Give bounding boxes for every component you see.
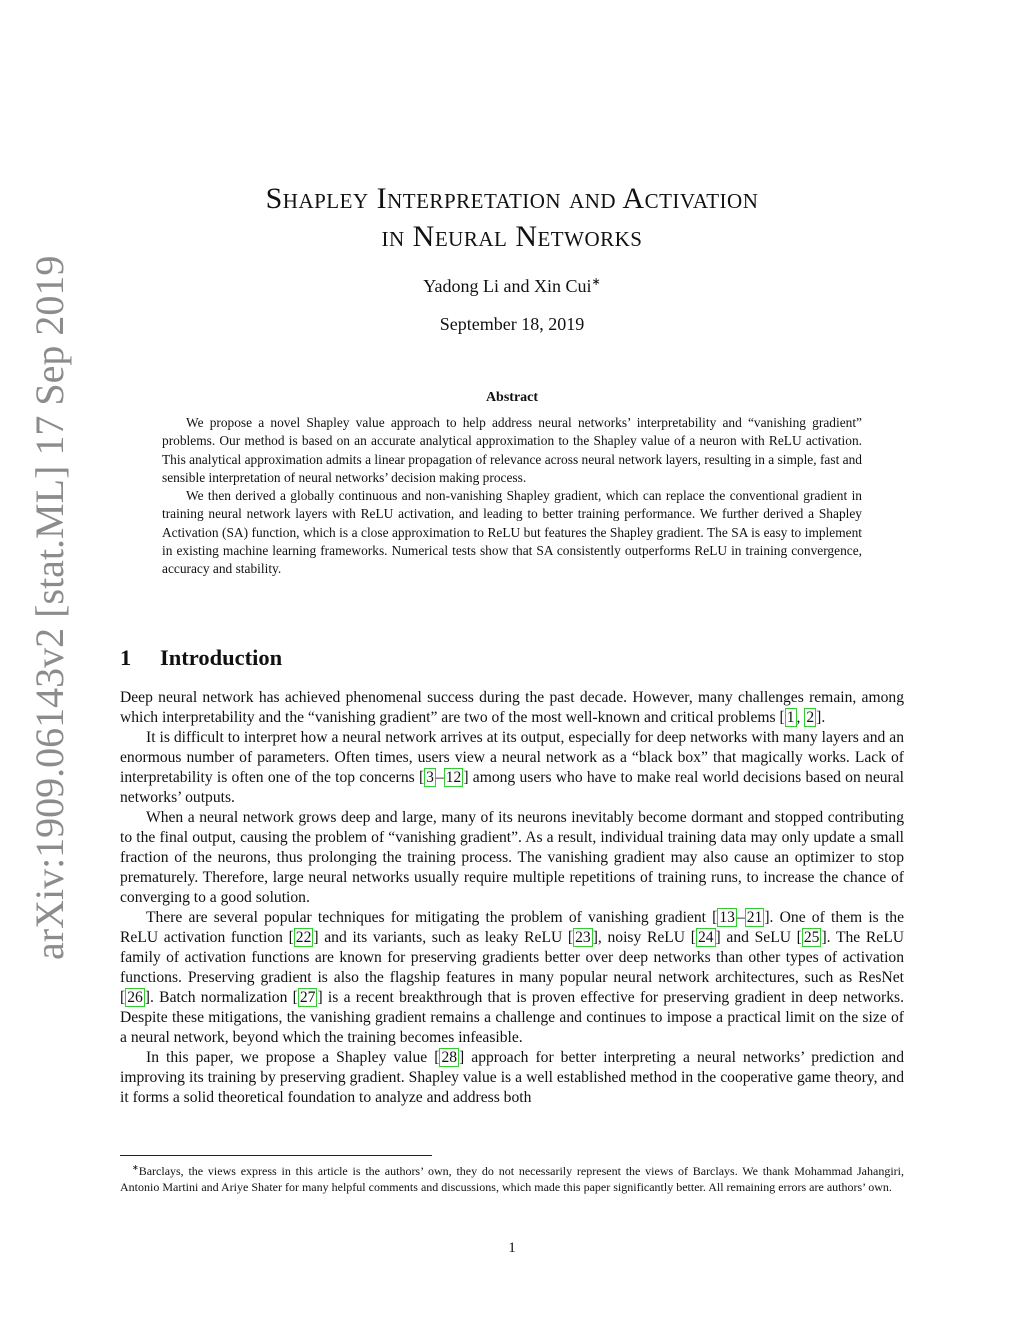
- text-span: and SeLU: [720, 929, 797, 946]
- text-span: approach for better interpreting a neural networks’ prediction and improving its training by preserving gradient. Shapley value is a well established method in the cooperative game theory, and it forms a solid theoretical foundation to analyze and address both: [120, 1049, 904, 1106]
- author-names: Yadong Li and Xin Cui: [423, 276, 592, 296]
- text-span: among users who have to make real world decisions based on neural networks’ outputs.: [120, 769, 904, 806]
- abstract-heading: Abstract: [485, 390, 539, 405]
- paper-title: [120, 180, 904, 256]
- body-text: [120, 688, 904, 1108]
- text-span: , noisy ReLU: [597, 929, 691, 946]
- section-heading: [120, 645, 282, 671]
- citation-link[interactable]: 24: [697, 929, 714, 946]
- citation-link[interactable]: 1: [786, 709, 795, 726]
- footnote: [120, 1160, 904, 1195]
- footnote-text: [120, 1160, 904, 1195]
- intro-paragraph-3: When a neural network grows deep and large, many of its neurons inevitably become dormant and stopped contributing to the final output, causing the problem of “vanishing gradient”. As a result, individual training data may only update a small fraction of the neurons, thus prolonging the training process. The vanishing gradient may also cause an optimizer to stop prematurely. Therefore, large neural networks usually require multiple repetitions of training runs, to increase the chance of converging to a good solution.: [120, 809, 904, 906]
- citation-link[interactable]: 13: [719, 909, 735, 926]
- text-span: Deep neural network has achieved phenomenal success during the past decade. However, many challenges remain, among which interpretability and the “vanishing gradient” are two of the most well-known and critical problems: [120, 689, 904, 726]
- text-span: . Batch normalization: [150, 989, 293, 1006]
- abstract: [162, 414, 862, 579]
- abstract-paragraph-2: We then derived a globally continuous and non-vanishing Shapley gradient, which can replace the conventional gradient in training neural network layers with ReLU activation, and leading to better training performance. We further derived a Shapley Activation (SA) function, which is a close approximation to ReLU but features the Shapley gradient. The SA is easy to implement in existing machine learning frameworks. Numerical tests show that SA consistently outperforms ReLU in training convergence, accuracy and stability.: [162, 488, 862, 577]
- citation-link[interactable]: 3: [426, 769, 434, 786]
- footnote-rule: [120, 1155, 432, 1156]
- citation-link[interactable]: 22: [295, 929, 312, 946]
- citation-link[interactable]: 26: [127, 989, 143, 1006]
- footnote-mark: ∗: [132, 1163, 139, 1172]
- citation-link[interactable]: 12: [445, 769, 462, 786]
- author-footnote-mark[interactable]: ∗: [591, 276, 601, 288]
- page-number: 1: [508, 1240, 516, 1256]
- intro-paragraph-4: There are several popular techniques for mitigating the problem of vanishing gradient [ 13 – 21 ]. One of them is the ReLU activation function [ 22 ] and its variants, such as leaky ReLU [ 23 ], noisy ReLU [ 24 ] and SeLU [ 25 ]. The ReLU family of activation functions are known for preserving gradients better over deep networks than other types of activation functions. Preserving gradient is also the flagship features in many popular neural network architectures, such as ResNet [ 26 ]. Batch normalization [ 27 ] is a recent breakthrough that is proven effective for preserving gradient in deep networks. Despite these mitigations, the vanishing gradient remains a challenge and continues to impose a practical limit on the size of a neural network, beyond which the training becomes infeasible.: [120, 909, 904, 1046]
- title-line-2: in Neural Networks: [381, 220, 643, 253]
- text-span: .: [821, 709, 826, 726]
- text-span: and its variants, such as leaky ReLU: [318, 929, 568, 946]
- citation-link[interactable]: 23: [575, 929, 591, 946]
- citation-link[interactable]: 25: [803, 929, 820, 946]
- citation-link[interactable]: 28: [441, 1049, 458, 1066]
- intro-paragraph-5: In this paper, we propose a Shapley value [ 28 ] approach for better interpreting a neural networks’ prediction and improving its training by preserving gradient. Shapley value is a well established method in the cooperative game theory, and it forms a solid theoretical foundation to analyze and address both: [120, 1049, 904, 1106]
- intro-paragraph-1: Deep neural network has achieved phenomenal success during the past decade. However, many challenges remain, among which interpretability and the “vanishing gradient” are two of the most well-known and critical problems [ 1 , 2 ].: [120, 689, 904, 726]
- title-line-1: Shapley Interpretation and Activation: [265, 182, 759, 215]
- intro-paragraph-2: It is difficult to interpret how a neural network arrives at its output, especially for deep networks with many layers and an enormous number of parameters. Often times, users view a neural network as a “black box” that magically works. Lack of interpretability is often one of the top concerns [ 3 – 12 ] among users who have to make real world decisions based on neural networks’ outputs.: [120, 729, 904, 806]
- text-span: Barclays, the views express in this article is the authors’ own, they do not necessarily represent the views of Barclays. We thank Mohammad Jahangiri, Antonio Martini and Ariye Shater for many helpful comments and discussions, which made this paper significantly better. All remaining errors are authors’ own.: [120, 1164, 904, 1194]
- abstract-paragraph-1: We propose a novel Shapley value approach to help address neural networks’ interpretability and “vanishing gradient” problems. Our method is based on an accurate analytical approximation to the Shapley value of a neuron with ReLU activation. This analytical approximation admits a linear propagation of relevance across neural network layers, resulting in a simple, fast and sensible interpretation of neural networks’ decision making process.: [162, 415, 862, 485]
- text-span: It is difficult to interpret how a neural network arrives at its output, especially for deep networks with many layers and an enormous number of parameters. Often times, users view a neural network as a “black box” that magically works. Lack of interpretability is often one of the top concerns: [120, 729, 904, 786]
- paper-date: September 18, 2019: [439, 314, 585, 334]
- text-span: . The ReLU family of activation functions are known for preserving gradients better over deep networks than other types of activation functions. Preserving gradient is also the flagship features in many popular neural network architectures, such as ResNet: [120, 929, 904, 986]
- citation-link[interactable]: 27: [299, 989, 316, 1006]
- text-span: In this paper, we propose a Shapley value: [146, 1049, 435, 1066]
- citation-link[interactable]: 2: [806, 709, 815, 726]
- arxiv-stamp: arXiv:1909.06143v2 [stat.ML] 17 Sep 2019: [27, 255, 72, 960]
- text-span: There are several popular techniques for mitigating the problem of vanishing gradient: [146, 909, 713, 926]
- citation-link[interactable]: 21: [746, 909, 763, 926]
- text-span: . One of them is the ReLU activation function: [120, 909, 904, 946]
- section-title: Introduction: [160, 645, 283, 670]
- authors: [120, 275, 904, 297]
- text-span: is a recent breakthrough that is proven effective for preserving gradient in deep networks. Despite these mitigations, the vanishing gradient remains a challenge and continues to impose a practical limit on the size of a neural network, beyond which the training becomes infeasible.: [120, 989, 904, 1046]
- section-number: 1: [120, 645, 132, 670]
